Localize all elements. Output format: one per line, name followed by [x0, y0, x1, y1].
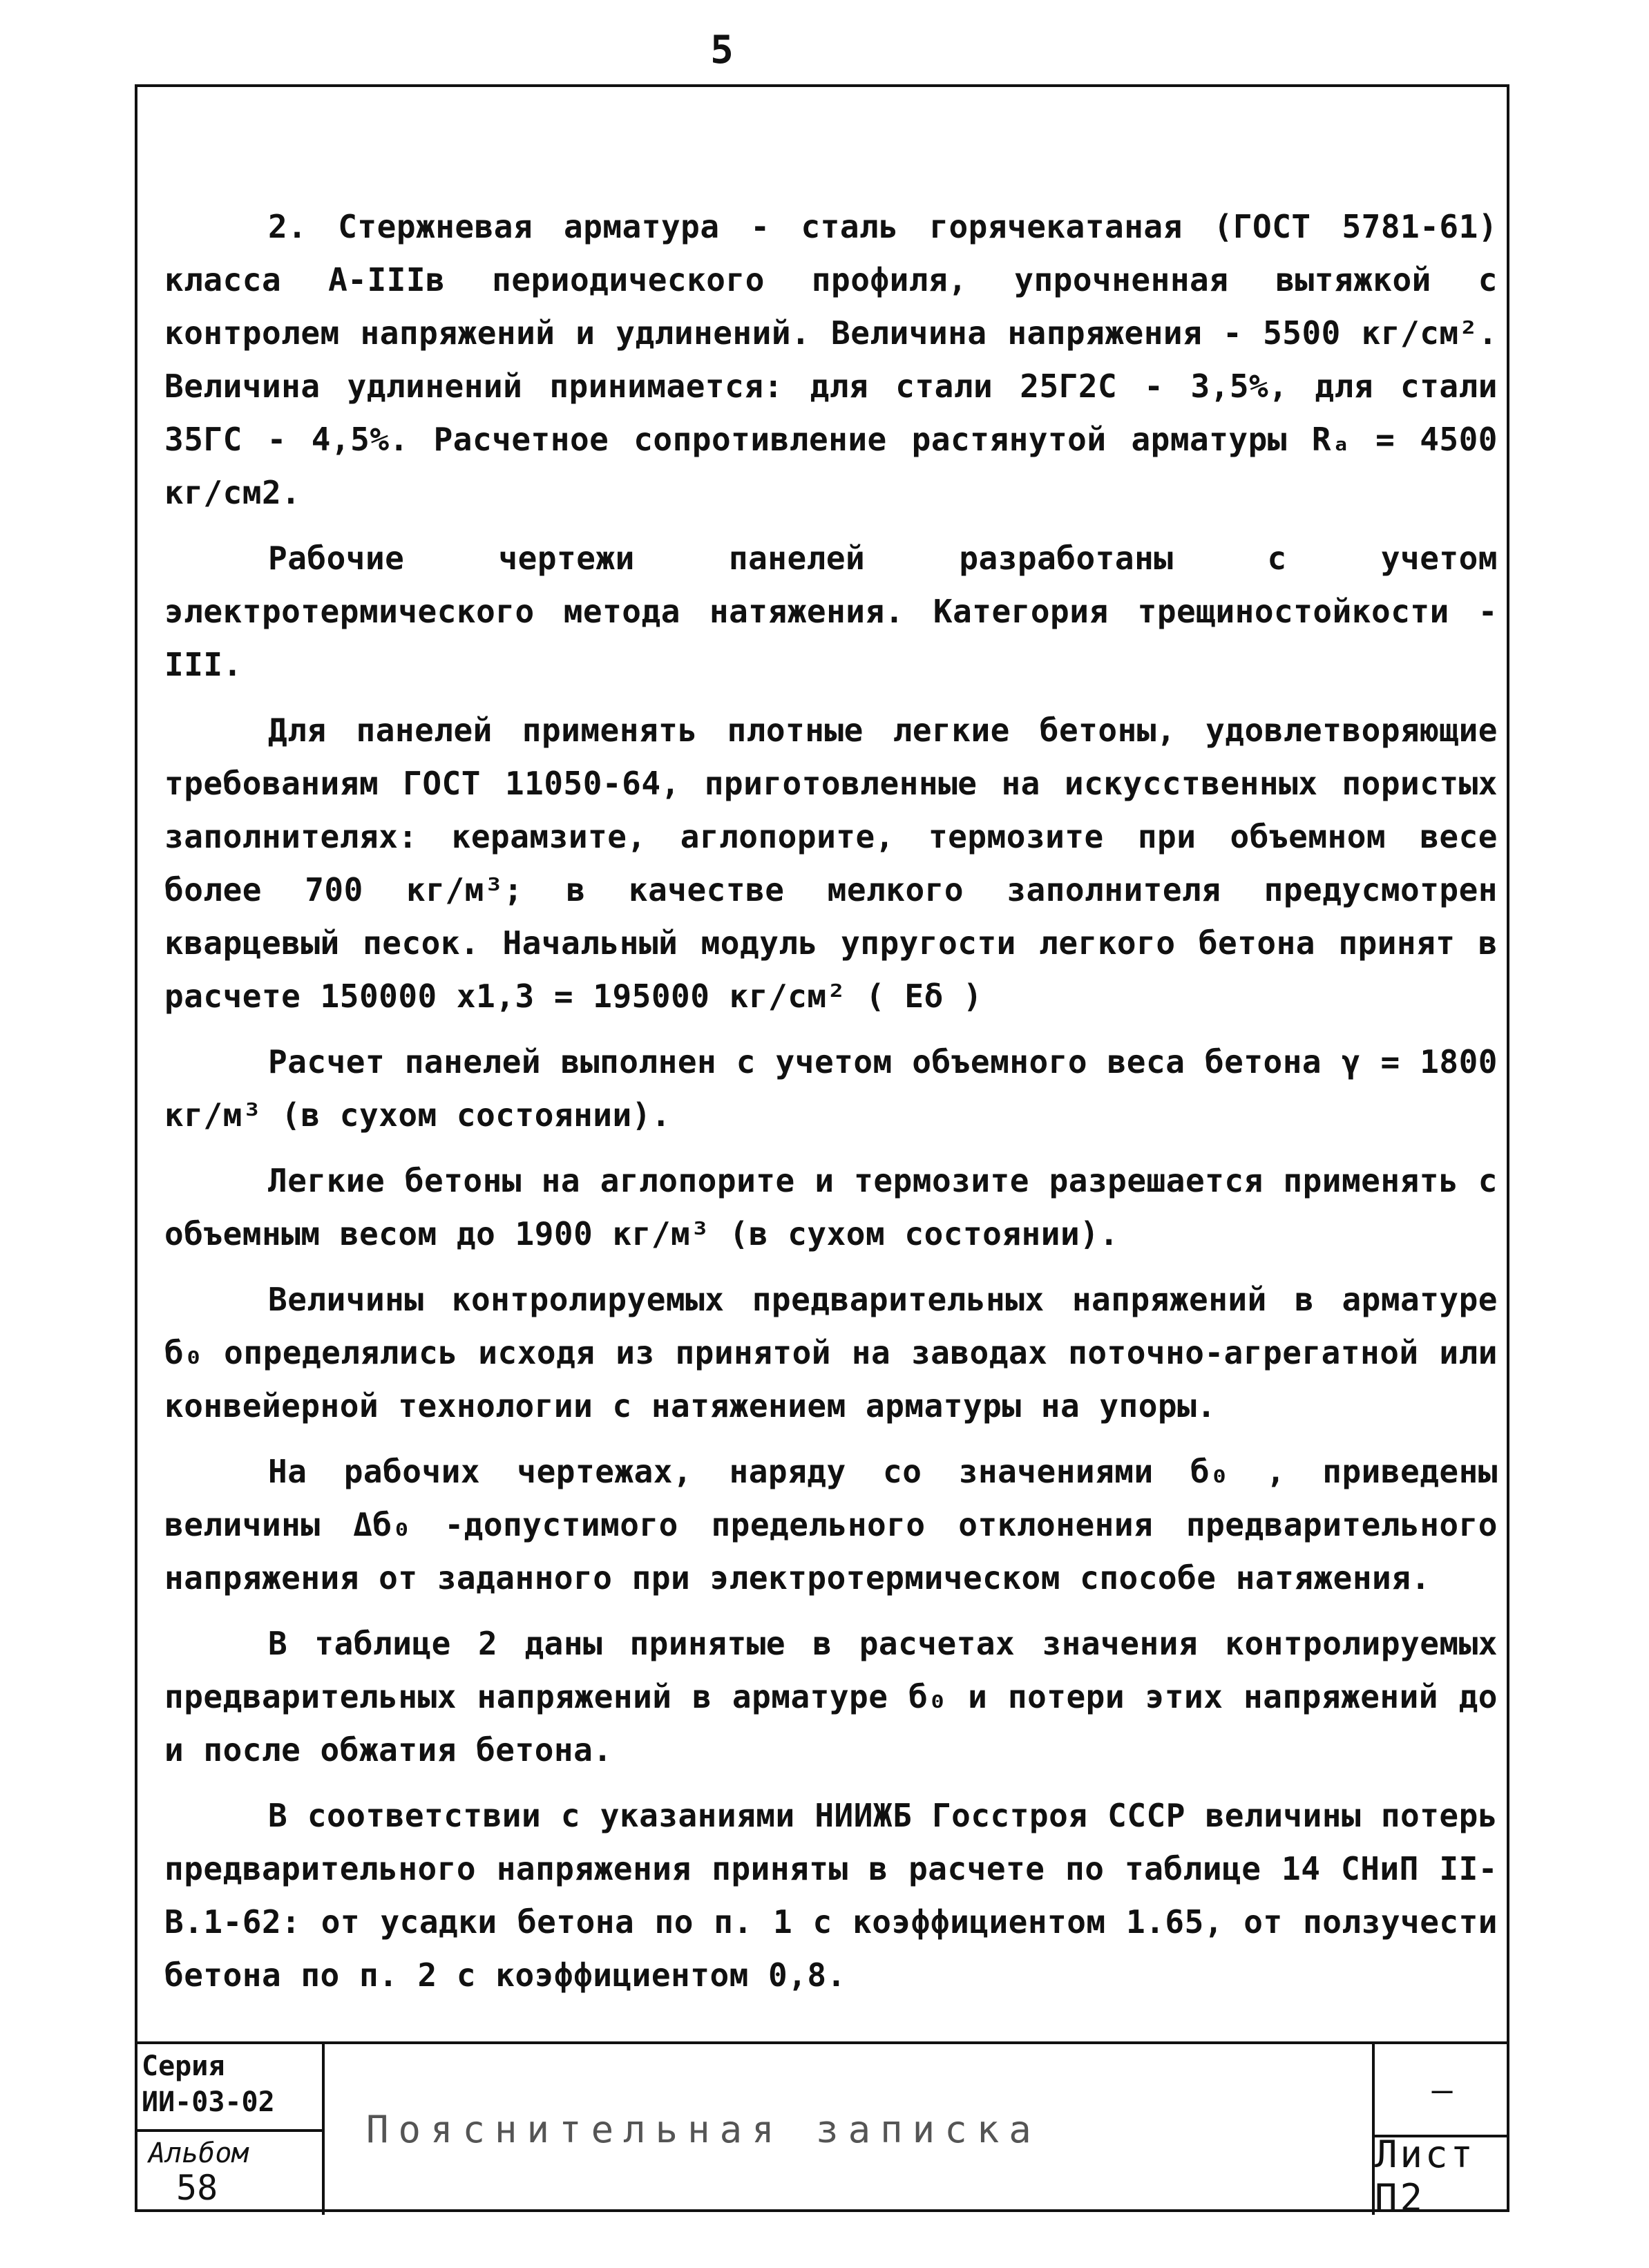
main-text — [164, 200, 1498, 2014]
series-label: Серия — [142, 2050, 225, 2082]
revision-cell: — — [1375, 2044, 1509, 2137]
sheet-label: Лист П2 — [1375, 2133, 1476, 2220]
page-number: 5 — [710, 28, 734, 73]
paragraph-prestress: Величины контролируемых предварительных напряжений в арматуре б₀ определялись исходя из принятой на заводах поточно-агрегатной или конвейерной технологии с натяжением арматуры на упоры. — [164, 1281, 1498, 1424]
paragraph-rebar: 2. Стержневая арматура - сталь горячекатаная (ГОСТ 5781-61) класса А-IIIв периодического профиля, упрочненная вытяжкой с контролем напряжений и удлинений. Величина напряжения - 5500 кг/см². Величина удлинений принимается: для стали 25Г2С - 3,5%, для стали 35ГС - 4,5%. Расчетное сопротивление растянутой арматуры Rₐ = 4500 кг/см2. — [164, 208, 1498, 511]
series-code: ИИ-03-02 — [142, 2086, 275, 2118]
paragraph-concrete: Для панелей применять плотные легкие бетоны, удовлетворяющие требованиям ГОСТ 11050-64, приготовленные на искусственных пористых заполнителях: керамзите, аглопорите, термозите при объемном весе более 700 кг/м³; в качестве мелкого заполнителя предусмотрен кварцевый песок. Начальный модуль упругости легкого бетона принят в расчете 150000 х1,3 = 195000 кг/см² ( Eδ ) — [164, 712, 1498, 1015]
document-title: Пояснительная записка — [325, 2044, 1375, 2215]
paragraph-weight: Расчет панелей выполнен с учетом объемного веса бетона γ = 1800 кг/м³ (в сухом состоянии). — [164, 1043, 1498, 1134]
title-block — [135, 2041, 1509, 2220]
paragraph-deviation: На рабочих чертежах, наряду со значениями б₀ , приведены величины Δб₀ -допустимого предельного отклонения предварительного напряжения от заданного при электротермическом способе натяжения. — [164, 1453, 1498, 1597]
paragraph-drawings: Рабочие чертежи панелей разработаны с учетом электротермического метода натяжения. Категория трещиностойкости - III. — [164, 540, 1498, 683]
album-cell — [135, 2132, 325, 2215]
paragraph-losses: В соответствии с указаниями НИИЖБ Госстроя СССР величины потерь предварительного напряжения приняты в расчете по таблице 14 СНиП II-В.1-62: от усадки бетона по п. 1 с коэффициентом 1.65, от ползучести бетона по п. 2 с коэффициентом 0,8. — [164, 1797, 1498, 1994]
series-cell — [135, 2044, 325, 2132]
paragraph-light-concrete: Легкие бетоны на аглопорите и термозите разрешается применять с объемным весом до 1900 кг/м³ (в сухом состоянии). — [164, 1162, 1498, 1252]
paragraph-table2: В таблице 2 даны принятые в расчетах значения контролируемых предварительных напряжений в арматуре б₀ и потери этих напряжений до и после обжатия бетона. — [164, 1625, 1498, 1769]
album-number: 58 — [176, 2168, 218, 2208]
album-label: Альбом — [149, 2137, 249, 2169]
